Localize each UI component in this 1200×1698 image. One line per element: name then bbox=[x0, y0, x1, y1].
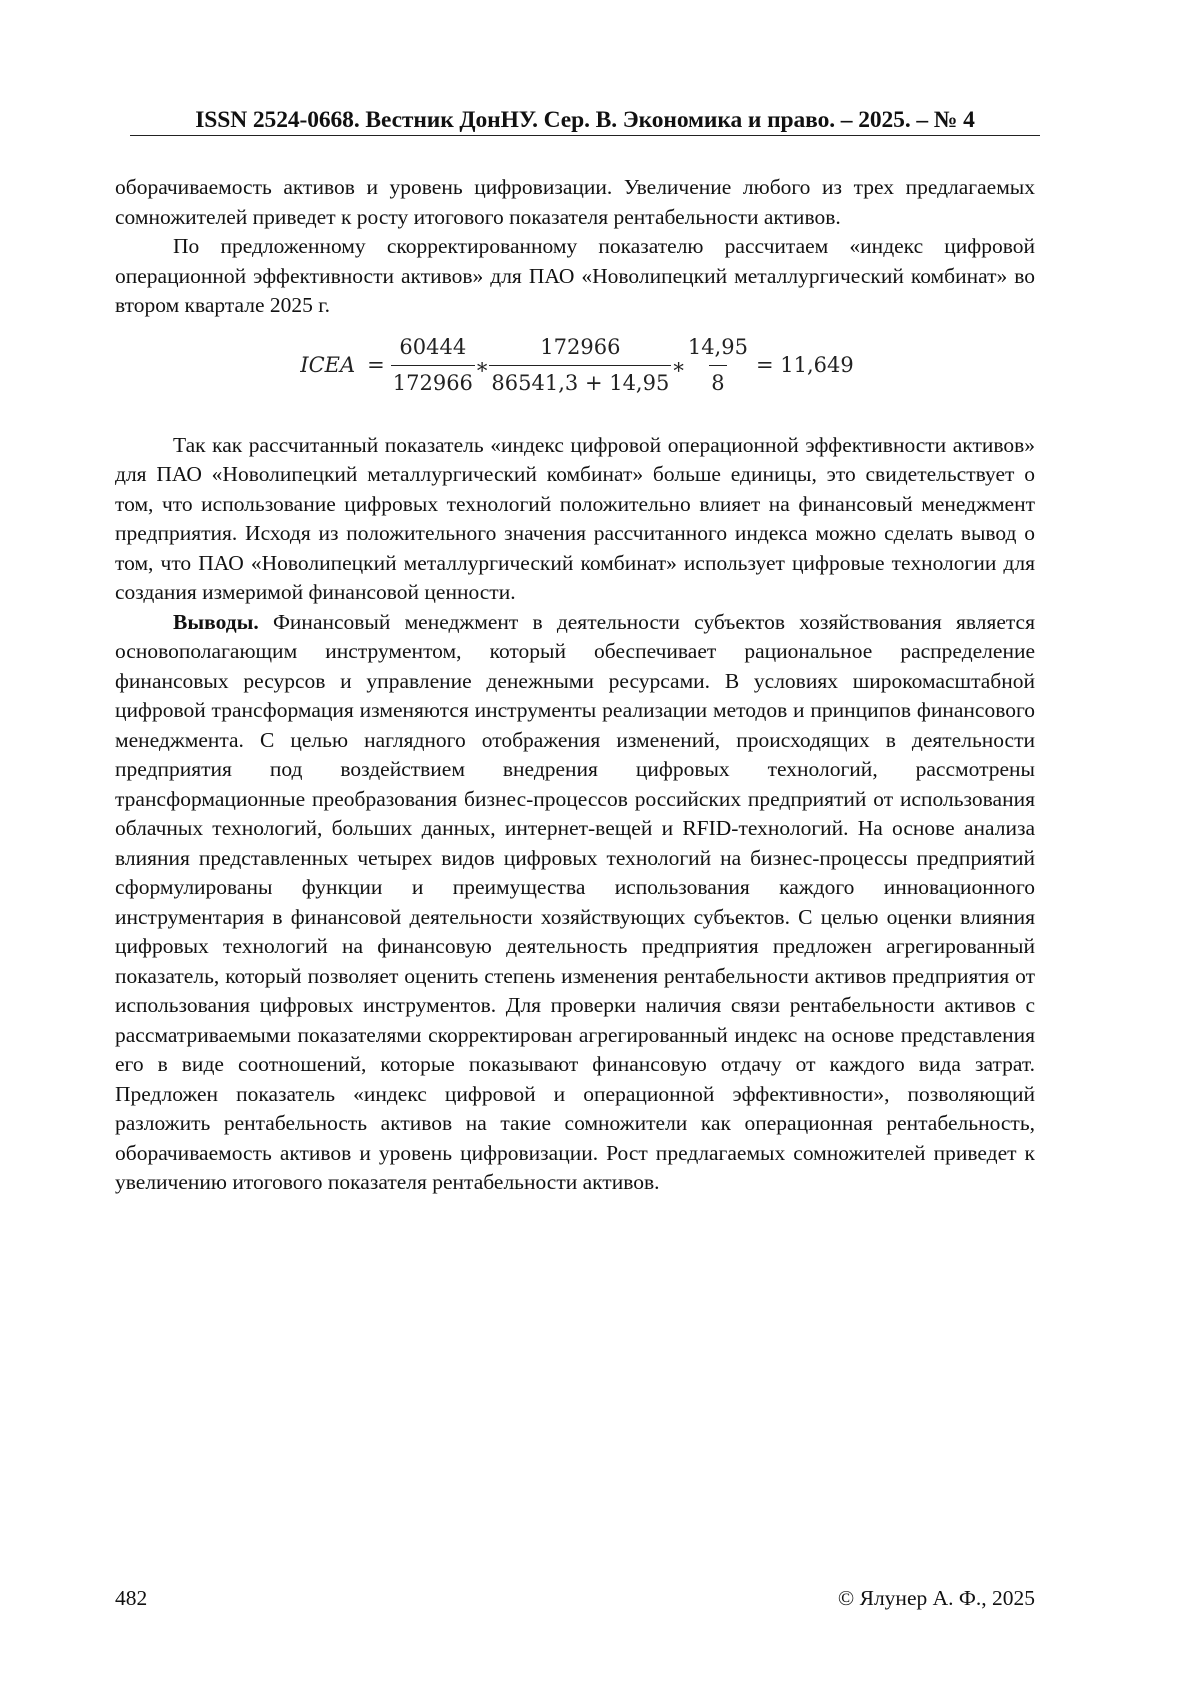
paragraph-continuation: оборачиваемость активов и уровень цифровизации. Увеличение любого из трех предлагаемых сомножителей приведет к росту итогового показателя рентабельности активов. bbox=[115, 175, 1035, 229]
fraction-operating-profitability bbox=[391, 333, 475, 399]
formula-result: = 11,649 bbox=[755, 352, 854, 377]
fraction-denominator: 8 bbox=[709, 365, 726, 399]
page-number: 482 bbox=[115, 1586, 148, 1610]
fraction-numerator: 14,95 bbox=[687, 334, 748, 359]
formula-variable: ICEA bbox=[300, 352, 356, 377]
header-rule bbox=[130, 135, 1040, 136]
formula-equals: = bbox=[367, 352, 385, 377]
article-body bbox=[115, 173, 1035, 1198]
paragraph-interpretation: Так как рассчитанный показатель «индекс цифровой операционной эффективности активов» для ПАО «Новолипецкий металлургический комбинат» больше единицы, это свидетельствует о том, что использование цифровых технологий положительно влияет на финансовый менеджмент предприятия. Исходя из положительного значения рассчитанного индекса можно сделать вывод о том, что ПАО «Новолипецкий металлургический комбинат» использует цифровые технологии для создания измеримой финансовой ценности. bbox=[115, 432, 1035, 604]
running-header: ISSN 2524-0668. Вестник ДонНУ. Сер. В. Экономика и право. – 2025. – № 4 bbox=[195, 107, 975, 133]
conclusions-heading: Выводы. bbox=[173, 609, 259, 634]
copyright-notice: © Ялунер А. Ф., 2025 bbox=[837, 1586, 1035, 1610]
fraction-asset-turnover bbox=[489, 333, 671, 399]
conclusions-text: Финансовый менеджмент в деятельности субъектов хозяйствования является основополагающим инструментом, который обеспечивает рациональное распределение финансовых ресурсов и управление денежными ресурсами. В условиях широкомасштабной цифровой трансформация изменяются инструменты реализации методов и принципов финансового менеджмента. С целью наглядного отображения изменений, происходящих в деятельности предприятия под воздействием внедрения цифровых технологий, рассмотрены трансформационные преобразования бизнес-процессов российских предприятий от использования облачных технологий, больших данных, интернет-вещей и RFID-технологий. На основе анализа влияния представленных четырех видов цифровых технологий на бизнес-процессы предприятий сформулированы функции и преимущества использования каждого инновационного инструментария в финансовой деятельности хозяйствующих субъектов. С целью оценки влияния цифровых технологий на финансовую деятельность предприятия предложен агрегированный показатель, который позволяет оценить степень изменения рентабельности активов предприятия от использования цифровых инструментов. Для проверки наличия связи рентабельности активов с рассматриваемыми показателями скорректирован агрегированный индекс на основе представления его в виде соотношений, которые показывают финансовую отдачу от каждого вида затрат. Предложен показатель «индекс цифровой и операционной эффективности», позволяющий разложить рентабельность активов на такие сомножители как операционная рентабельность, оборачиваемость активов и уровень цифровизации. Рост предлагаемых сомножителей приведет к увеличению итогового показателя рентабельности активов. bbox=[115, 609, 1035, 1194]
fraction-numerator: 172966 bbox=[540, 334, 621, 359]
multiply-sign: * bbox=[673, 358, 684, 383]
paragraph-conclusions bbox=[115, 608, 1035, 1198]
fraction-digitalization-level bbox=[686, 333, 750, 399]
fraction-denominator: 86541,3 + 14,95 bbox=[489, 365, 671, 399]
paragraph-calculation-intro: По предложенному скорректированному показателю рассчитаем «индекс цифровой операционной эффективности активов» для ПАО «Новолипецкий металлургический комбинат» во втором квартале 2025 г. bbox=[115, 234, 1035, 317]
fraction-numerator: 60444 bbox=[399, 334, 467, 359]
icea-formula bbox=[115, 333, 1035, 399]
multiply-sign: * bbox=[476, 358, 488, 383]
fraction-denominator: 172966 bbox=[391, 365, 475, 399]
